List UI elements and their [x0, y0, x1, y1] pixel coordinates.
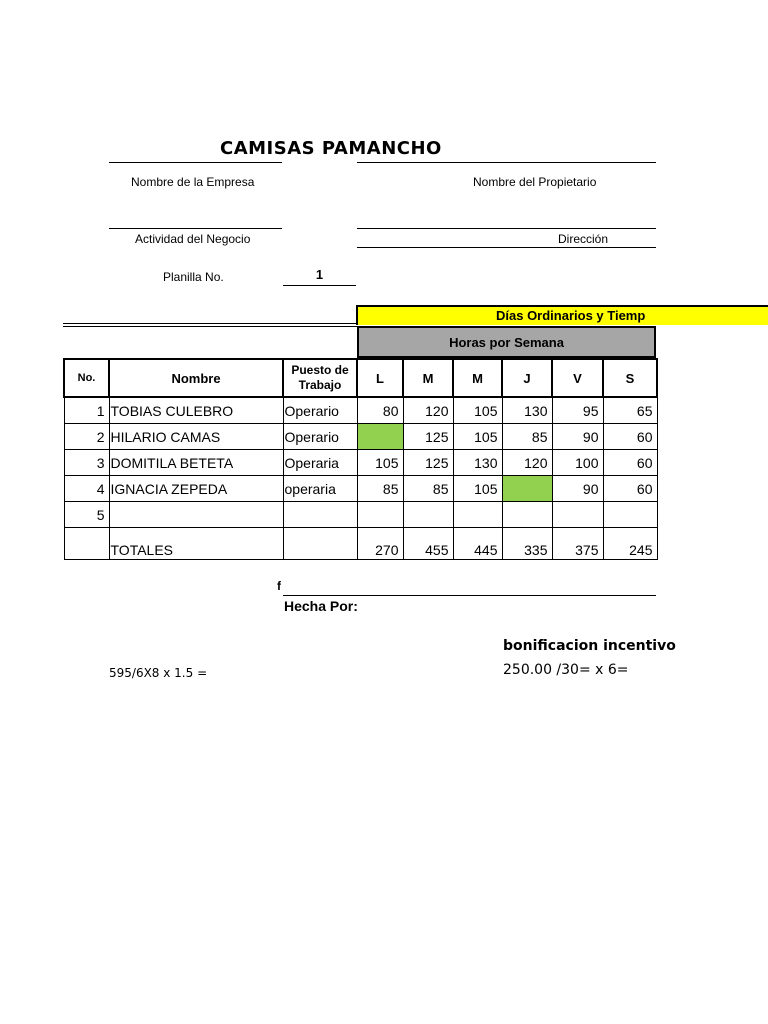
cell-nombre[interactable]: TOBIAS CULEBRO: [109, 397, 283, 424]
overtime-calculation: 595/6X8 x 1.5 =: [109, 666, 208, 680]
table-row: [64, 502, 657, 528]
cell-v[interactable]: 90: [552, 476, 603, 502]
cell-nombre[interactable]: [109, 502, 283, 528]
cell-s[interactable]: 60: [603, 424, 657, 450]
header-m2: M: [453, 359, 502, 397]
owner-label: Nombre del Propietario: [473, 175, 597, 189]
payroll-table: [63, 358, 658, 560]
bonus-calculation: 250.00 /30= x 6=: [503, 662, 629, 678]
cell-m1[interactable]: 125: [403, 424, 453, 450]
address-label: Dirección: [558, 232, 609, 246]
planilla-number: 1: [315, 267, 324, 282]
cell-no[interactable]: 5: [64, 502, 109, 528]
header-no: No.: [64, 359, 109, 397]
header-nombre: Nombre: [109, 359, 283, 397]
total-l[interactable]: 270: [357, 528, 403, 560]
table-top-rule-2: [63, 326, 357, 327]
activity-underline: [109, 228, 282, 229]
cell-v[interactable]: [552, 502, 603, 528]
table-top-rule-1: [63, 323, 357, 324]
header-j: J: [502, 359, 552, 397]
table-row: [64, 397, 657, 424]
cell-s[interactable]: [603, 502, 657, 528]
cell-v[interactable]: 100: [552, 450, 603, 476]
cell-nombre[interactable]: DOMITILA BETETA: [109, 450, 283, 476]
cell-m2[interactable]: 130: [453, 450, 502, 476]
signature-letter: f: [277, 579, 281, 593]
owner-underline: [357, 162, 656, 163]
cell-no[interactable]: 3: [64, 450, 109, 476]
company-underline: [109, 162, 282, 163]
total-s[interactable]: 245: [603, 528, 657, 560]
cell-puesto[interactable]: Operario: [283, 424, 357, 450]
company-name: CAMISAS PAMANCHO: [220, 138, 442, 159]
totals-row: [64, 528, 657, 560]
cell-nombre[interactable]: IGNACIA ZEPEDA: [109, 476, 283, 502]
days-band-title: Días Ordinarios y Tiemp: [496, 308, 646, 323]
cell-s[interactable]: 60: [603, 476, 657, 502]
cell-j[interactable]: [502, 502, 552, 528]
cell-m2[interactable]: 105: [453, 424, 502, 450]
cell-no[interactable]: 4: [64, 476, 109, 502]
bonus-label: bonificacion incentivo: [503, 638, 676, 654]
table-row: [64, 424, 657, 450]
cell-j[interactable]: 85: [502, 424, 552, 450]
cell-m1[interactable]: 120: [403, 397, 453, 424]
address-underline-bottom: [357, 247, 656, 248]
total-m1[interactable]: 455: [403, 528, 453, 560]
signature-line: [283, 595, 656, 596]
company-label: Nombre de la Empresa: [131, 175, 255, 189]
total-v[interactable]: 375: [552, 528, 603, 560]
table-row: [64, 476, 657, 502]
address-underline-top: [357, 228, 656, 229]
header-l: L: [357, 359, 403, 397]
cell-puesto[interactable]: Operario: [283, 397, 357, 424]
cell-m2[interactable]: [453, 502, 502, 528]
table-row: [64, 450, 657, 476]
planilla-underline: [283, 285, 356, 286]
cell-v[interactable]: 95: [552, 397, 603, 424]
header-v: V: [552, 359, 603, 397]
cell-puesto[interactable]: [283, 502, 357, 528]
cell-s[interactable]: 65: [603, 397, 657, 424]
cell-l[interactable]: [357, 502, 403, 528]
cell-puesto[interactable]: Operaria: [283, 450, 357, 476]
cell-l[interactable]: 85: [357, 476, 403, 502]
cell-no[interactable]: 2: [64, 424, 109, 450]
cell-s[interactable]: 60: [603, 450, 657, 476]
total-m2[interactable]: 445: [453, 528, 502, 560]
cell-no[interactable]: 1: [64, 397, 109, 424]
cell-j-highlighted[interactable]: [502, 476, 552, 502]
cell-m2[interactable]: 105: [453, 397, 502, 424]
days-band: [356, 305, 768, 325]
header-puesto: Puesto de Trabajo: [283, 359, 357, 397]
cell-v[interactable]: 90: [552, 424, 603, 450]
cell-m1[interactable]: 85: [403, 476, 453, 502]
cell-l[interactable]: 105: [357, 450, 403, 476]
header-s: S: [603, 359, 657, 397]
cell-l-highlighted[interactable]: [357, 424, 403, 450]
cell-m1[interactable]: 125: [403, 450, 453, 476]
cell-j[interactable]: 130: [502, 397, 552, 424]
made-by-label: Hecha Por:: [284, 598, 358, 614]
planilla-label: Planilla No.: [163, 270, 224, 284]
cell-m1[interactable]: [403, 502, 453, 528]
cell-no-empty[interactable]: [64, 528, 109, 560]
cell-puesto[interactable]: operaria: [283, 476, 357, 502]
cell-puesto-empty[interactable]: [283, 528, 357, 560]
totals-label[interactable]: TOTALES: [109, 528, 283, 560]
total-j[interactable]: 335: [502, 528, 552, 560]
cell-nombre[interactable]: HILARIO CAMAS: [109, 424, 283, 450]
cell-m2[interactable]: 105: [453, 476, 502, 502]
activity-label: Actividad del Negocio: [135, 232, 251, 246]
cell-j[interactable]: 120: [502, 450, 552, 476]
table-header-row: [64, 359, 657, 397]
cell-l[interactable]: 80: [357, 397, 403, 424]
header-m1: M: [403, 359, 453, 397]
hours-band: Horas por Semana: [357, 326, 656, 358]
